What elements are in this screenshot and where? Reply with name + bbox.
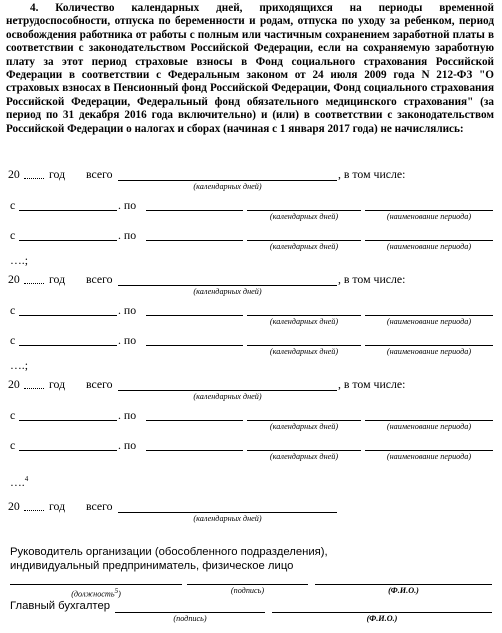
caption-period-name: (наименование периода) <box>386 452 472 461</box>
from-label: с <box>10 303 16 317</box>
head-signature-field[interactable] <box>187 584 308 585</box>
total-word: всего <box>86 272 113 286</box>
total-days-field[interactable] <box>118 390 337 391</box>
head-name-field[interactable] <box>315 584 492 585</box>
to-date-field[interactable] <box>146 240 243 241</box>
footnote-mark: 4 <box>24 475 29 483</box>
footnote-mark: 5 <box>114 587 119 595</box>
period-name-field[interactable] <box>365 240 493 241</box>
to-date-field[interactable] <box>146 450 243 451</box>
to-date-field[interactable] <box>146 345 243 346</box>
period-days-field[interactable] <box>247 240 361 241</box>
year-field[interactable] <box>24 178 44 179</box>
caption-signature: (подпись) <box>173 614 207 623</box>
head-title-line1: Руководитель организации (обособленного подразделения), <box>10 546 328 558</box>
year-field[interactable] <box>24 510 44 511</box>
total-days-field[interactable] <box>118 285 337 286</box>
from-date-field[interactable] <box>19 345 117 346</box>
caption-period-name: (наименование периода) <box>386 317 472 326</box>
year-word: год <box>49 272 66 286</box>
from-label: с <box>10 408 16 422</box>
to-label: . по <box>118 228 137 242</box>
year-field[interactable] <box>24 388 44 389</box>
total-days-field[interactable] <box>118 512 337 513</box>
including-label: , в том числе: <box>338 167 406 181</box>
year-word: год <box>49 499 66 513</box>
caption-signature: (подпись) <box>230 586 265 595</box>
total-days-field[interactable] <box>118 180 337 181</box>
caption-period-name: (наименование периода) <box>386 212 472 221</box>
total-word: всего <box>86 499 113 513</box>
from-date-field[interactable] <box>19 210 117 211</box>
year-prefix: 20 <box>8 499 20 513</box>
caption-full-name: (Ф.И.О.) <box>388 586 419 595</box>
accountant-name-field[interactable] <box>272 612 492 613</box>
year-field[interactable] <box>24 283 44 284</box>
caption-calendar-days: (календарных дней) <box>269 422 339 431</box>
caption-calendar-days: (календарных дней) <box>269 242 339 251</box>
period-name-field[interactable] <box>365 420 493 421</box>
caption-calendar-days: (календарных дней) <box>193 392 262 401</box>
caption-calendar-days: (календарных дней) <box>269 347 339 356</box>
period-name-field[interactable] <box>365 345 493 346</box>
to-date-field[interactable] <box>146 315 243 316</box>
head-title-line2: индивидуальный предприниматель, физическое лицо <box>10 560 294 572</box>
caption-calendar-days: (календарных дней) <box>269 317 339 326</box>
accountant-signature-field[interactable] <box>115 612 265 613</box>
from-date-field[interactable] <box>19 450 117 451</box>
from-label: с <box>10 333 16 347</box>
caption-calendar-days: (календарных дней) <box>193 287 262 296</box>
chief-accountant-label: Главный бухгалтер <box>10 600 111 612</box>
caption-period-name: (наименование периода) <box>386 242 472 251</box>
to-label: . по <box>118 438 137 452</box>
period-name-field[interactable] <box>365 210 493 211</box>
from-label: с <box>10 438 16 452</box>
to-label: . по <box>118 408 137 422</box>
ellipsis: ….; <box>10 358 29 372</box>
ellipsis: ….$^4$ <box>10 474 29 489</box>
total-word: всего <box>86 167 113 181</box>
including-label: , в том числе: <box>338 272 406 286</box>
caption-period-name: (наименование периода) <box>386 422 472 431</box>
from-date-field[interactable] <box>19 315 117 316</box>
year-prefix: 20 <box>8 167 20 181</box>
to-date-field[interactable] <box>146 420 243 421</box>
to-label: . по <box>118 303 137 317</box>
caption-calendar-days: (календарных дней) <box>193 182 262 191</box>
from-date-field[interactable] <box>19 420 117 421</box>
from-label: с <box>10 228 16 242</box>
to-date-field[interactable] <box>146 210 243 211</box>
year-word: год <box>49 167 66 181</box>
period-days-field[interactable] <box>247 420 361 421</box>
caption-position: (должность5) <box>71 587 121 599</box>
total-word: всего <box>86 377 113 391</box>
position-field[interactable] <box>10 584 182 585</box>
to-label: . по <box>118 333 137 347</box>
period-name-field[interactable] <box>365 450 493 451</box>
period-days-field[interactable] <box>247 315 361 316</box>
period-name-field[interactable] <box>365 315 493 316</box>
caption-calendar-days: (календарных дней) <box>193 514 262 523</box>
to-label: . по <box>118 198 137 212</box>
intro-paragraph: 4. Количество календарных дней, приходящихся на периоды временной нетрудоспособности, отпуска по беременности и родам, отпуска по уходу за ребенком, период освобождения работника от работы с полным или частичным сохранением заработной платы в соответствии с законодательством Российской Федерации, если на сохраняемую заработную плату за этот период страховые взносы в Фонд социального страхования Российской Федерации в соответствии с Федеральным законом от 24 июля 2009 года N 212-ФЗ "О страховых взносах в Пенсионный фонд Российской Федерации, Фонд социального страхования Российской Федерации, Федеральный фонд обязательного медицинского страхования" (за период по 31 декабря 2016 года включительно) и (или) в соответствии с законодательством Российской Федерации о налогах и сборах (начиная с 1 января 2017 года) не начислялись: <box>6 2 494 135</box>
ellipsis: ….; <box>10 253 29 267</box>
from-date-field[interactable] <box>19 240 117 241</box>
period-days-field[interactable] <box>247 345 361 346</box>
period-days-field[interactable] <box>247 450 361 451</box>
caption-full-name: (Ф.И.О.) <box>366 614 398 623</box>
period-days-field[interactable] <box>247 210 361 211</box>
year-prefix: 20 <box>8 377 20 391</box>
year-prefix: 20 <box>8 272 20 286</box>
including-label: , в том числе: <box>338 377 406 391</box>
year-word: год <box>49 377 66 391</box>
caption-calendar-days: (календарных дней) <box>269 452 339 461</box>
from-label: с <box>10 198 16 212</box>
caption-calendar-days: (календарных дней) <box>269 212 339 221</box>
caption-period-name: (наименование периода) <box>386 347 472 356</box>
